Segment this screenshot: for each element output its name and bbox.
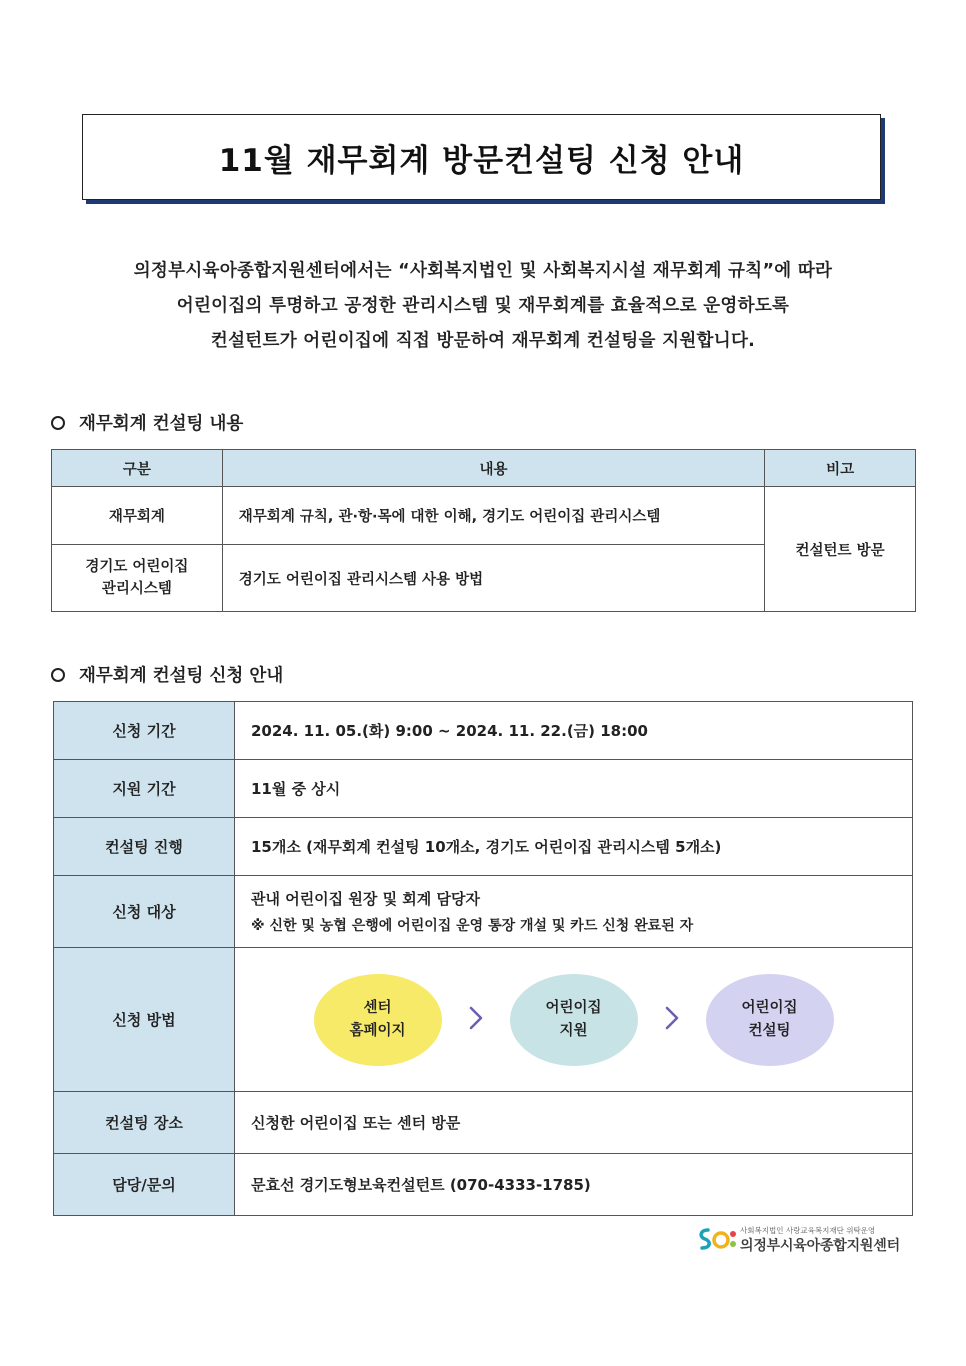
step-daycare-consulting — [706, 974, 834, 1066]
method-flow — [235, 974, 912, 1066]
table-row — [52, 487, 916, 545]
target-text: 관내 어린이집 원장 및 회계 담당자 — [251, 890, 480, 908]
section-title: 재무회계 컨설팅 신청 안내 — [79, 666, 284, 686]
title-box — [82, 114, 881, 200]
step-line: 어린이집 — [545, 999, 602, 1016]
consulting-content-table — [51, 449, 916, 612]
value-progress: 15개소 (재무회계 컨설팅 10개소, 경기도 어린이집 관리시스템 5개소) — [235, 818, 913, 876]
table-row — [54, 818, 913, 876]
step-daycare-apply — [510, 974, 638, 1066]
logo-name: 의정부시육아종합지원센터 — [740, 1238, 900, 1254]
table-row — [54, 760, 913, 818]
label-place: 컨설팅 장소 — [54, 1092, 235, 1154]
application-info-table — [53, 701, 913, 1216]
center-logo — [696, 1224, 908, 1254]
logo-mark-icon — [696, 1226, 738, 1252]
label-period: 신청 기간 — [54, 702, 235, 760]
step-line: 홈페이지 — [349, 1022, 406, 1039]
intro-paragraph — [60, 254, 906, 359]
label-method: 신청 방법 — [54, 948, 235, 1092]
circle-bullet-icon — [51, 668, 65, 682]
category-line-1: 경기도 어린이집 — [85, 559, 189, 575]
label-support: 지원 기간 — [54, 760, 235, 818]
section-heading-application — [51, 662, 283, 687]
label-progress: 컨설팅 진행 — [54, 818, 235, 876]
value-target — [235, 876, 913, 948]
row-note: 컨설턴트 방문 — [765, 487, 916, 612]
intro-line-1: 의정부시육아종합지원센터에서는 “사회복지법인 및 사회복지시설 재무회계 규칙”에 따라 — [133, 261, 833, 281]
table-header-row — [52, 450, 916, 487]
row-category: 재무회계 — [52, 487, 223, 545]
value-period: 2024. 11. 05.(화) 9:00 ~ 2024. 11. 22.(금) 18:00 — [235, 702, 913, 760]
section-heading-content — [51, 410, 243, 435]
step-line: 지원 — [559, 1022, 588, 1039]
logo-subtext: 사회복지법인 사랑교육복지재단 위탁운영 — [740, 1226, 876, 1235]
value-place: 신청한 어린이집 또는 센터 방문 — [235, 1092, 913, 1154]
step-center-homepage — [314, 974, 442, 1066]
table-row — [54, 876, 913, 948]
step-line: 컨설팅 — [748, 1022, 791, 1039]
row-category — [52, 545, 223, 612]
label-target: 신청 대상 — [54, 876, 235, 948]
step-line: 센터 — [363, 999, 392, 1016]
intro-line-2: 어린이집의 투명하고 공정한 관리시스템 및 재무회계를 효율적으로 운영하도록 — [176, 296, 790, 316]
circle-bullet-icon — [51, 416, 65, 430]
intro-line-3: 컨설턴트가 어린이집에 직접 방문하여 재무회계 컨설팅을 지원합니다. — [210, 331, 756, 351]
value-method — [235, 948, 913, 1092]
header-category: 구분 — [52, 450, 223, 487]
value-support: 11월 중 상시 — [235, 760, 913, 818]
table-row — [54, 948, 913, 1092]
label-contact: 담당/문의 — [54, 1154, 235, 1216]
value-contact: 문효선 경기도형보육컨설턴트 (070-4333-1785) — [235, 1154, 913, 1216]
table-row — [54, 1092, 913, 1154]
category-line-2: 관리시스템 — [101, 581, 172, 597]
header-content: 내용 — [222, 450, 764, 487]
chevron-right-icon — [638, 1005, 706, 1035]
section-title: 재무회계 컨설팅 내용 — [79, 414, 244, 434]
row-content: 재무회계 규칙, 관·항·목에 대한 이해, 경기도 어린이집 관리시스템 — [222, 487, 764, 545]
header-note: 비고 — [765, 450, 916, 487]
table-row — [54, 702, 913, 760]
step-line: 어린이집 — [741, 999, 798, 1016]
chevron-right-icon — [442, 1005, 510, 1035]
target-note: ※ 신한 및 농협 은행에 어린이집 운영 통장 개설 및 카드 신청 완료된 자 — [251, 918, 694, 934]
page-title: 11월 재무회계 방문컨설팅 신청 안내 — [218, 142, 745, 179]
table-row — [54, 1154, 913, 1216]
row-content: 경기도 어린이집 관리시스템 사용 방법 — [222, 545, 764, 612]
